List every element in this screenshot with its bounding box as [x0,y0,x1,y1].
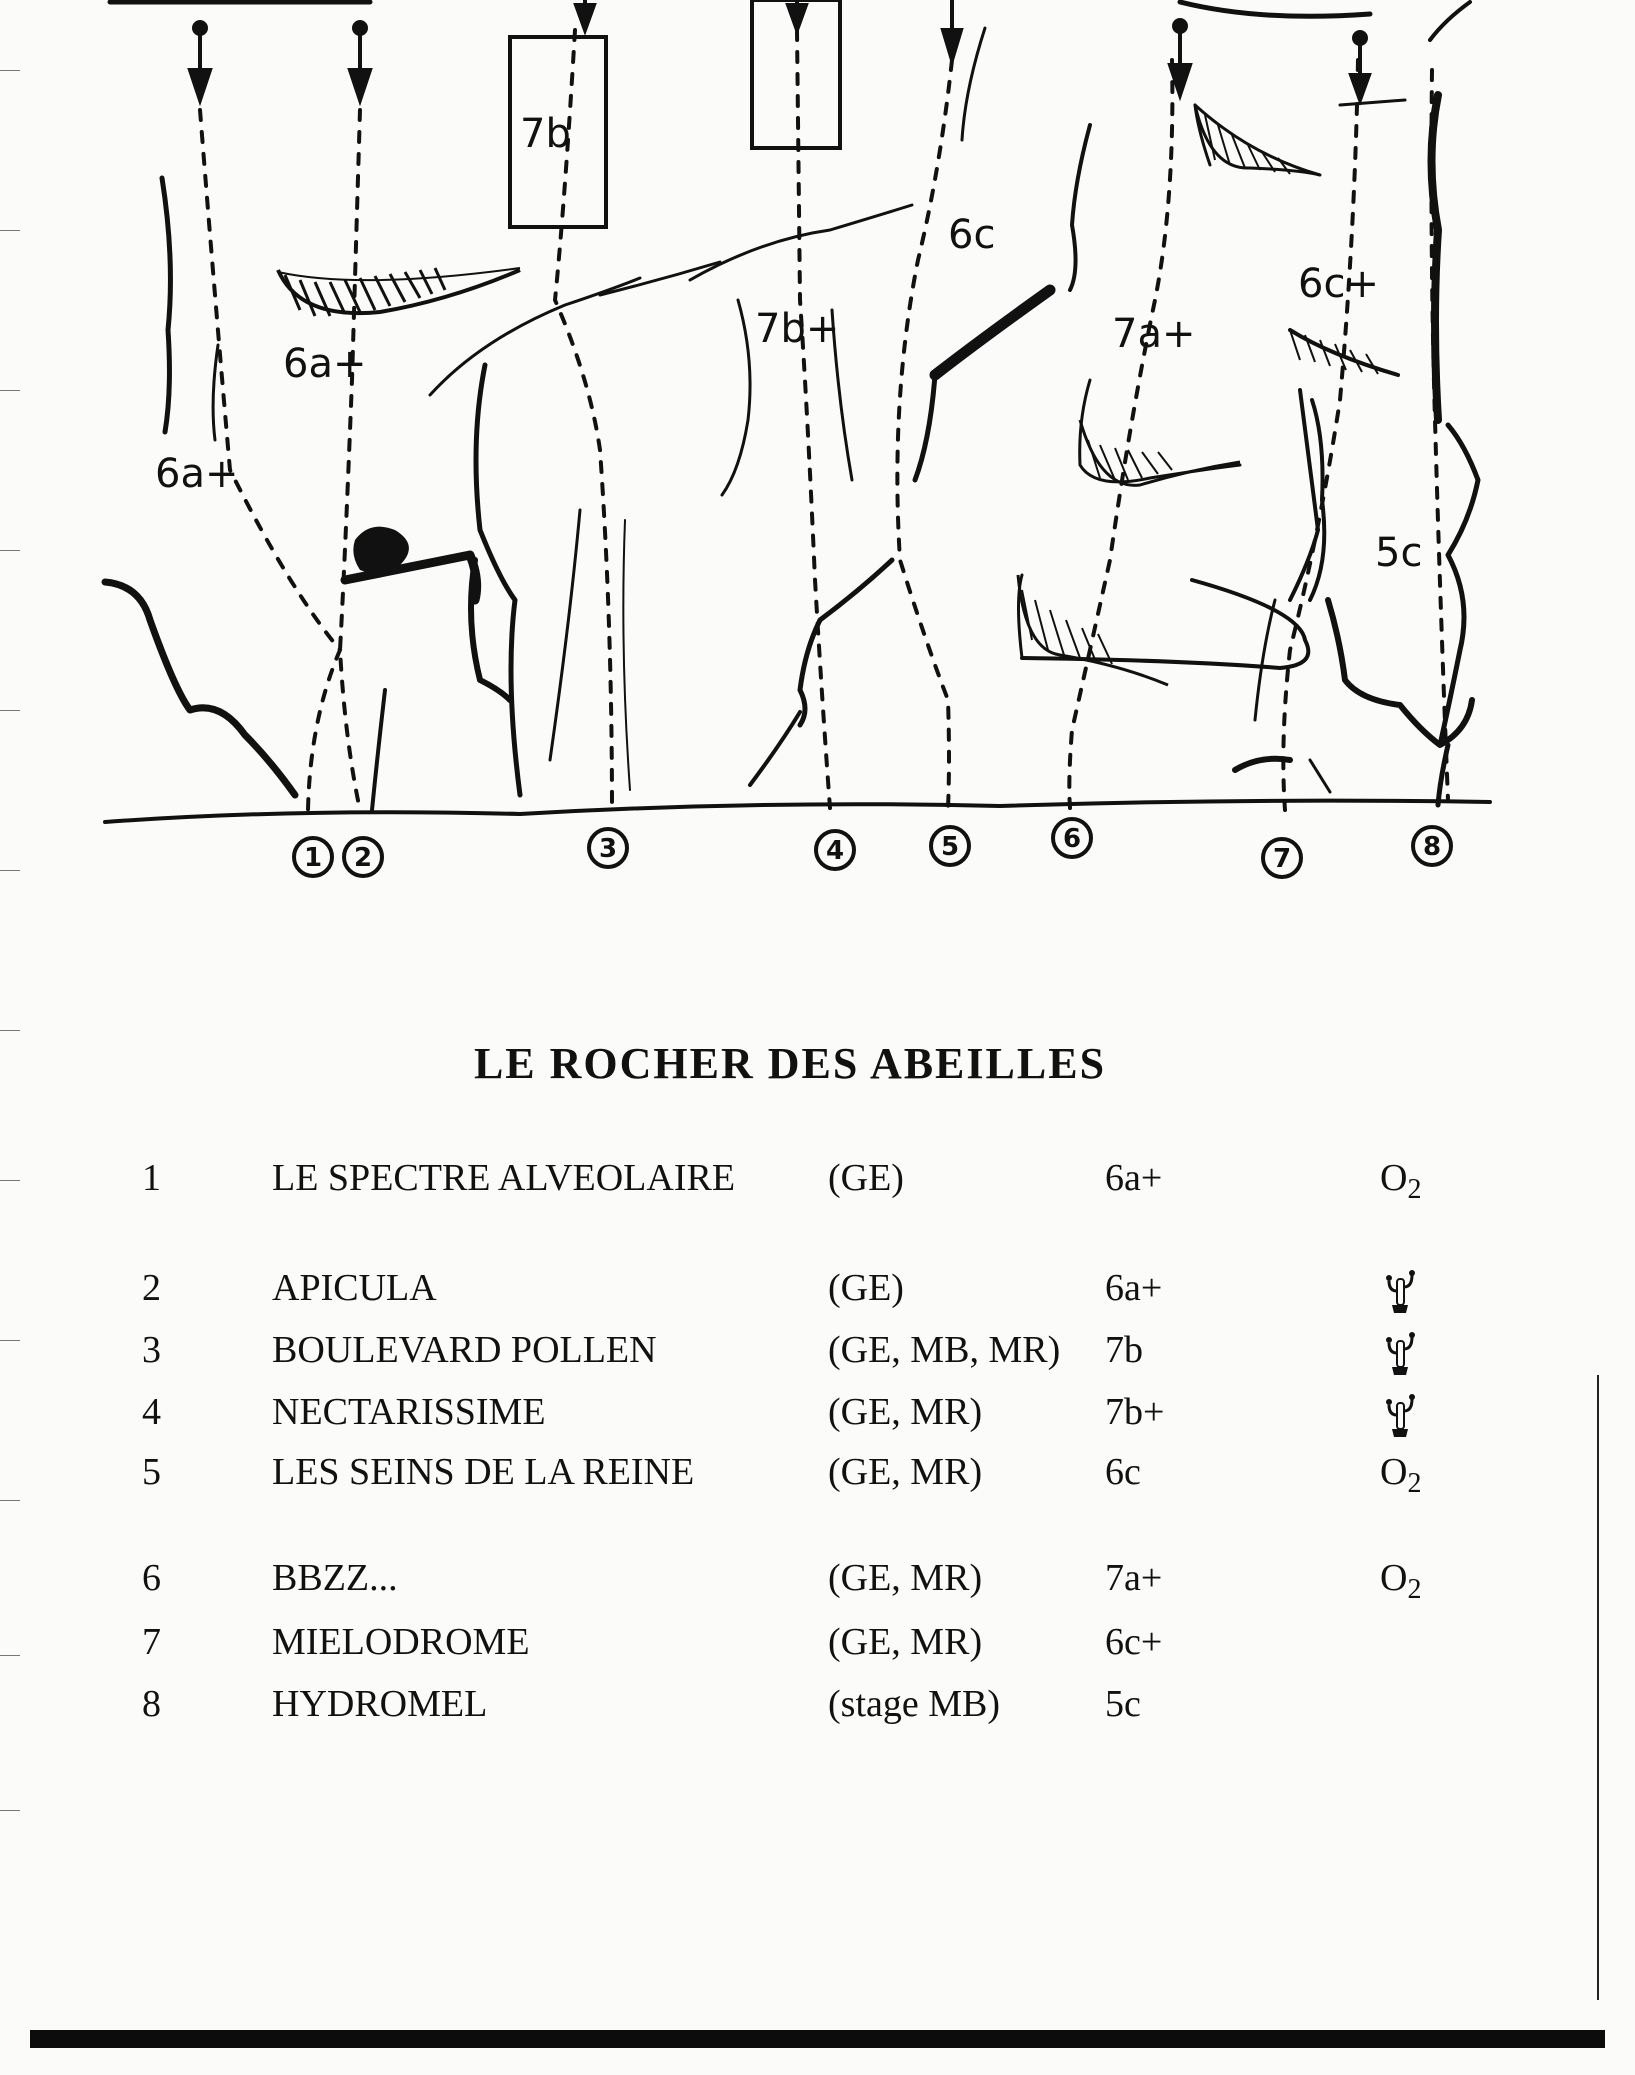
route-name: HYDROMEL [272,1683,488,1725]
route-name: NECTARISSIME [272,1391,546,1433]
route-number: 1 [142,1157,161,1199]
route-grade: 6a+ [1105,1267,1163,1309]
route-name: MIELODROME [272,1621,530,1663]
route-equipment: (GE) [828,1157,904,1199]
route-line-2 [340,110,360,810]
route-name: LES SEINS DE LA REINE [272,1451,695,1493]
route-number: 8 [142,1683,161,1725]
route-equipment: (GE, MR) [828,1451,983,1493]
route-grade: 6a+ [1105,1157,1163,1199]
footer-bar [30,2030,1605,2048]
topo-grade-label: 7b+ [755,306,840,352]
topo-grade-label: 6a+ [283,341,367,387]
cactus-icon [1380,1389,1420,1450]
route-number: 3 [142,1329,161,1371]
route-equipment: (GE, MR) [828,1621,983,1663]
route-name: LE SPECTRE ALVEOLAIRE [272,1157,736,1199]
route-number-circle: 4 [825,836,845,866]
margin-tick [0,1030,20,1031]
route-number-circle: 5 [940,832,960,862]
topo-grade-label: 7b [520,111,571,157]
margin-tick [0,390,20,391]
ground-line [105,801,1490,822]
o2-label: $O_2$ [1380,1451,1422,1499]
route-name: BBZZ... [272,1557,398,1599]
margin-tick [0,70,20,71]
o2-label: $O_2$ [1380,1557,1422,1605]
margin-tick [0,710,20,711]
route-equipment: (GE, MB, MR) [828,1329,1061,1371]
margin-tick [0,870,20,871]
topo-grade-label: 6c+ [1298,261,1379,307]
route-equipment: (GE) [828,1267,904,1309]
route-number: 4 [142,1391,161,1433]
route-number: 6 [142,1557,161,1599]
route-grade: 7b+ [1105,1391,1165,1433]
route-grade: 7a+ [1105,1557,1163,1599]
page-title: LE ROCHER DES ABEILLES [473,1039,1107,1088]
topo-grade-label: 7a+ [1112,311,1196,357]
cactus-icon [1380,1327,1420,1388]
route-equipment: (GE, MR) [828,1391,983,1433]
route-number: 7 [142,1621,161,1663]
route-line-5 [897,60,952,808]
route-number-circle: 3 [598,834,618,864]
route-grade: 6c+ [1105,1621,1163,1663]
route-grade: 6c [1105,1451,1141,1493]
topo-grade-label: 6c [948,212,996,258]
route-name: BOULEVARD POLLEN [272,1329,657,1371]
route-number-circle: 6 [1062,824,1082,854]
route-grade: 5c [1105,1683,1141,1725]
margin-tick [0,1810,20,1811]
route-equipment: (stage MB) [828,1683,1001,1725]
margin-tick [0,230,20,231]
route-equipment: (GE, MR) [828,1557,983,1599]
cactus-icon [1380,1265,1420,1326]
margin-tick [0,550,20,551]
route-number: 2 [142,1267,161,1309]
route-name: APICULA [272,1267,437,1309]
topo-grade-label: 6a+ [155,451,239,497]
route-list [0,1155,1635,1755]
topo-diagram [0,0,1635,900]
topo-grade-label: 5c [1375,530,1423,576]
route-grade: 7b [1105,1329,1143,1371]
route-number-circle: 1 [303,843,323,873]
o2-label: $O_2$ [1380,1157,1422,1205]
route-number-circle: 8 [1422,832,1442,862]
route-number-circle: 2 [353,843,373,873]
route-number: 5 [142,1451,161,1493]
route-number-circle: 7 [1272,844,1292,874]
